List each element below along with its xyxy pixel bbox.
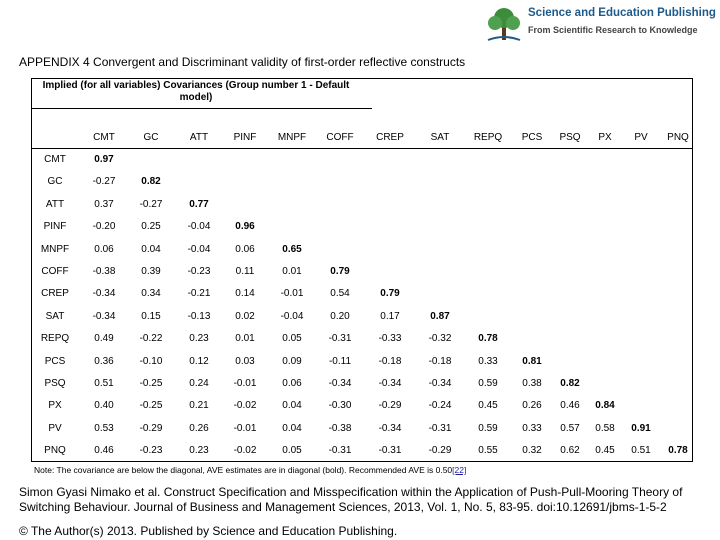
row-label-sat: SAT <box>45 310 65 322</box>
covariance-cell: 0.26 <box>189 422 209 434</box>
row-label-gc: GC <box>47 176 63 188</box>
column-header-pv: PV <box>634 132 648 143</box>
column-header-repq: REPQ <box>473 132 503 143</box>
covariance-cell: -0.13 <box>187 310 211 322</box>
covariance-cell: -0.18 <box>378 355 402 367</box>
covariance-cell: 0.39 <box>141 266 161 277</box>
covariance-cell: 0.33 <box>478 355 498 367</box>
column-header-mnpf: MNPF <box>277 132 307 143</box>
covariance-cell: 0.59 <box>478 422 498 434</box>
ave-cell: 0.79 <box>380 288 400 300</box>
covariance-cell: 0.58 <box>595 422 615 434</box>
column-header-gc: GC <box>143 132 159 143</box>
ave-cell: 0.79 <box>330 266 350 277</box>
covariance-cell: -0.02 <box>233 445 257 457</box>
covariance-cell: 0.32 <box>522 445 542 457</box>
covariance-cell: -0.10 <box>139 355 163 367</box>
column-header-att: ATT <box>189 132 209 143</box>
publisher-name: Science and Education Publishing <box>528 7 716 19</box>
row-label-pcs: PCS <box>44 355 66 367</box>
covariance-cell: -0.01 <box>233 422 257 434</box>
covariance-cell: 0.15 <box>141 310 161 322</box>
row-label-px: PX <box>48 400 62 412</box>
row-label-crep: CREP <box>41 288 69 300</box>
ave-cell: 0.84 <box>595 400 615 412</box>
ave-cell: 0.65 <box>282 243 302 255</box>
covariance-cell: 0.51 <box>94 378 114 389</box>
covariance-cell: 0.01 <box>235 333 255 345</box>
covariance-cell: 0.57 <box>560 422 580 434</box>
caption-divider <box>31 108 372 109</box>
covariance-cell: 0.59 <box>478 378 498 389</box>
publisher-logo <box>478 0 720 48</box>
covariance-cell: -0.34 <box>378 378 402 389</box>
covariance-cell: 0.05 <box>282 445 302 457</box>
covariance-cell: -0.30 <box>328 400 352 412</box>
ave-cell: 0.78 <box>478 333 498 345</box>
covariance-cell: 0.14 <box>235 288 255 300</box>
covariance-cell: -0.29 <box>139 422 163 434</box>
covariance-cell: 0.06 <box>235 243 255 255</box>
covariance-cell: 0.21 <box>189 400 209 412</box>
column-header-crep: CREP <box>376 132 404 143</box>
covariance-cell: 0.01 <box>282 266 302 277</box>
row-label-pv: PV <box>48 422 62 434</box>
covariance-cell: -0.11 <box>328 355 352 367</box>
covariance-cell: 0.49 <box>94 333 114 345</box>
covariance-cell: -0.18 <box>428 355 452 367</box>
covariance-cell: -0.38 <box>328 422 352 434</box>
covariance-cell: 0.51 <box>631 445 651 457</box>
row-label-pnq: PNQ <box>44 445 66 457</box>
covariance-cell: 0.04 <box>282 400 302 412</box>
row-label-psq: PSQ <box>44 378 66 389</box>
table-note <box>34 465 466 475</box>
covariance-cell: -0.24 <box>428 400 452 412</box>
covariance-cell: -0.29 <box>378 400 402 412</box>
column-header-psq: PSQ <box>559 132 581 143</box>
covariance-cell: -0.27 <box>92 176 116 188</box>
covariance-cell: -0.31 <box>378 445 402 457</box>
covariance-cell: -0.34 <box>428 378 452 389</box>
covariance-cell: 0.09 <box>282 355 302 367</box>
covariance-cell: 0.33 <box>522 422 542 434</box>
covariance-cell: 0.20 <box>330 310 350 322</box>
covariance-cell: -0.34 <box>328 378 352 389</box>
covariance-cell: 0.40 <box>94 400 114 412</box>
covariance-cell: -0.22 <box>139 333 163 345</box>
header-divider <box>31 148 693 149</box>
covariance-cell: 0.46 <box>560 400 580 412</box>
covariance-cell: 0.25 <box>141 221 161 233</box>
covariance-cell: -0.33 <box>378 333 402 345</box>
covariance-cell: 0.37 <box>94 198 114 210</box>
column-header-coff: COFF <box>326 132 354 143</box>
covariance-cell: 0.06 <box>282 378 302 389</box>
row-label-mnpf: MNPF <box>40 243 70 255</box>
covariance-cell: 0.17 <box>380 310 400 322</box>
covariance-cell: 0.45 <box>595 445 615 457</box>
covariance-cell: -0.01 <box>280 288 304 300</box>
ave-cell: 0.97 <box>94 154 114 165</box>
covariance-cell: 0.62 <box>560 445 580 457</box>
covariance-cell: 0.23 <box>189 333 209 345</box>
ave-cell: 0.81 <box>522 355 542 367</box>
covariance-cell: 0.23 <box>189 445 209 457</box>
covariance-cell: -0.23 <box>139 445 163 457</box>
covariance-cell: 0.03 <box>235 355 255 367</box>
covariance-cell: -0.20 <box>92 221 116 233</box>
row-label-coff: COFF <box>41 266 69 277</box>
ave-cell: 0.82 <box>560 378 580 389</box>
covariance-cell: 0.05 <box>282 333 302 345</box>
page-title: APPENDIX 4 Convergent and Discriminant validity of first-order reflective constructs <box>19 55 466 69</box>
covariance-cell: -0.04 <box>187 221 211 233</box>
covariance-cell: 0.55 <box>478 445 498 457</box>
column-header-pinf: PINF <box>233 132 257 143</box>
row-label-pinf: PINF <box>43 221 67 233</box>
covariance-cell: -0.21 <box>187 288 211 300</box>
ave-cell: 0.82 <box>141 176 161 188</box>
covariance-cell: 0.38 <box>522 378 542 389</box>
covariance-cell: -0.27 <box>139 198 163 210</box>
covariance-cell: 0.11 <box>235 266 255 277</box>
row-label-att: ATT <box>45 198 65 210</box>
ave-cell: 0.87 <box>430 310 450 322</box>
covariance-cell: -0.23 <box>187 266 211 277</box>
covariance-cell: 0.34 <box>141 288 161 300</box>
column-header-cmt: CMT <box>93 132 115 143</box>
covariance-cell: 0.02 <box>235 310 255 322</box>
covariance-cell: -0.25 <box>139 400 163 412</box>
covariance-cell: -0.04 <box>187 243 211 255</box>
covariance-cell: -0.31 <box>328 445 352 457</box>
covariance-cell: 0.24 <box>189 378 209 389</box>
ave-cell: 0.78 <box>668 445 688 457</box>
row-label-repq: REPQ <box>40 333 70 345</box>
covariance-cell: 0.53 <box>94 422 114 434</box>
row-label-cmt: CMT <box>44 154 66 165</box>
covariance-cell: -0.32 <box>428 333 452 345</box>
covariance-cell: 0.36 <box>94 355 114 367</box>
covariance-cell: -0.38 <box>92 266 116 277</box>
column-header-sat: SAT <box>430 132 450 143</box>
covariance-cell: 0.26 <box>522 400 542 412</box>
covariance-cell: 0.54 <box>330 288 350 300</box>
citation: Simon Gyasi Nimako et al. Construct Specification and Misspecification within the Application of Push-Pull-Mooring Theory of Switching Behaviour. Journal of Business and Management Sciences, 2013, Vol. 1, No. 5, 83-95. doi:10.12691/jbms-1-5-2 <box>19 485 683 514</box>
covariance-cell: 0.12 <box>189 355 209 367</box>
covariance-cell: 0.04 <box>141 243 161 255</box>
ave-cell: 0.77 <box>189 198 209 210</box>
covariance-cell: -0.34 <box>378 422 402 434</box>
column-header-pnq: PNQ <box>667 132 689 143</box>
publisher-tagline: From Scientific Research to Knowledge <box>528 25 698 35</box>
covariance-cell: 0.45 <box>478 400 498 412</box>
reference-link[interactable]: [22] <box>452 465 467 475</box>
column-header-pcs: PCS <box>521 132 543 143</box>
table-caption: Implied (for all variables) Covariances (Group number 1 - Default model) <box>42 80 350 103</box>
ave-cell: 0.91 <box>631 422 651 434</box>
copyright: © The Author(s) 2013. Published by Science and Education Publishing. <box>19 524 398 538</box>
covariance-cell: -0.01 <box>233 378 257 389</box>
covariance-cell: 0.06 <box>94 243 114 255</box>
covariance-cell: -0.34 <box>92 310 116 322</box>
covariance-table <box>31 78 693 462</box>
covariance-cell: -0.31 <box>328 333 352 345</box>
covariance-cell: -0.04 <box>280 310 304 322</box>
covariance-cell: -0.34 <box>92 288 116 300</box>
table-note-text: Note: The covariance are below the diagonal, AVE estimates are in diagonal (bold). Recommended AVE is 0.50 <box>34 465 453 475</box>
tree-logo-icon <box>482 4 526 44</box>
covariance-cell: 0.46 <box>94 445 114 457</box>
covariance-cell: -0.02 <box>233 400 257 412</box>
column-header-px: PX <box>598 132 612 143</box>
covariance-cell: -0.31 <box>428 422 452 434</box>
covariance-cell: -0.25 <box>139 378 163 389</box>
covariance-cell: -0.29 <box>428 445 452 457</box>
covariance-cell: 0.04 <box>282 422 302 434</box>
ave-cell: 0.96 <box>235 221 255 233</box>
